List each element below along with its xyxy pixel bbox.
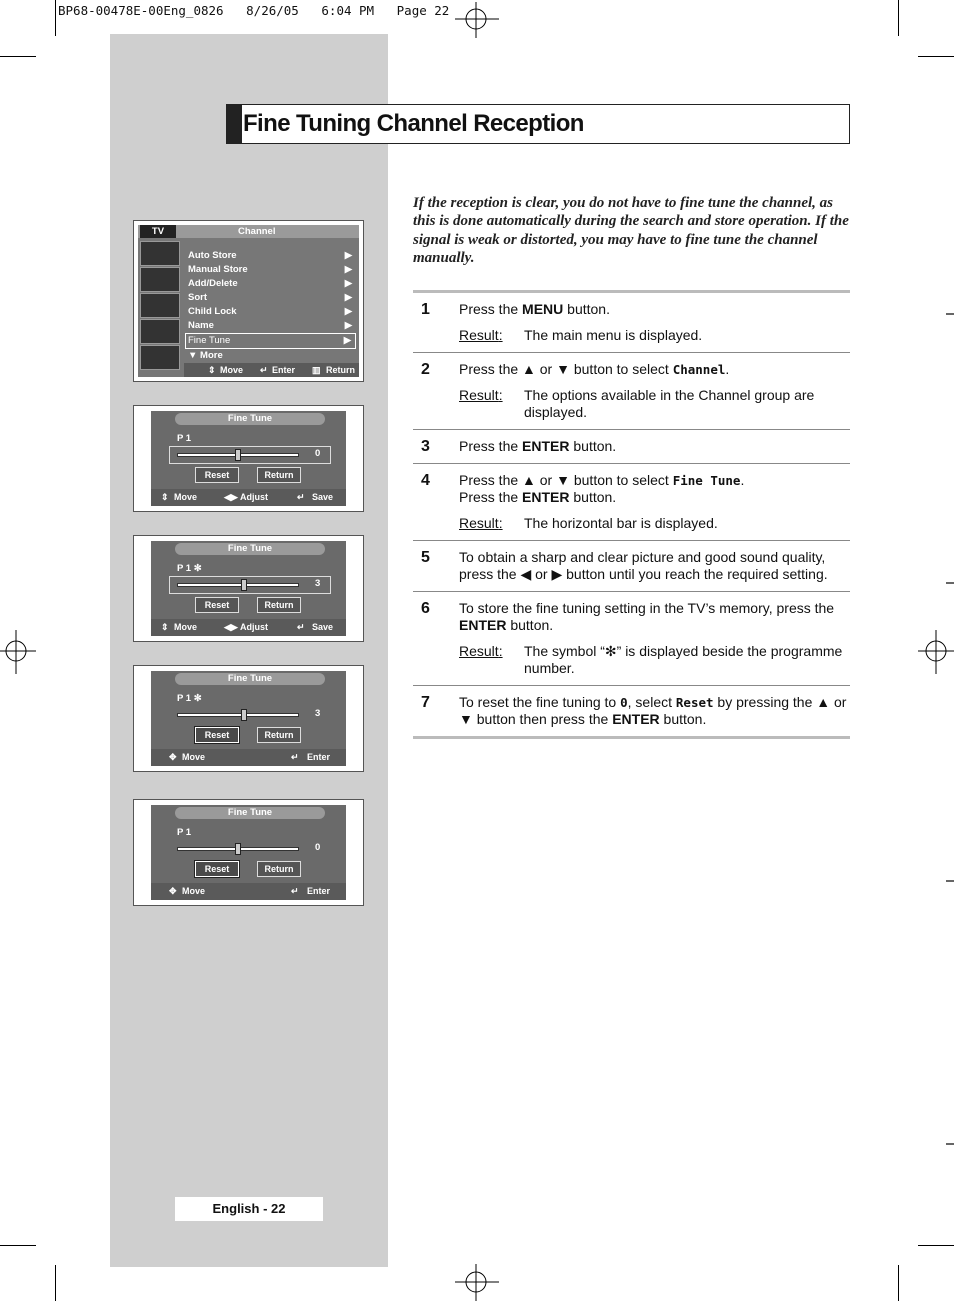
menu-item-more[interactable]: ▼ More	[188, 350, 223, 361]
program-label: P 1 ✻	[177, 563, 202, 574]
fine-tune-title: Fine Tune	[175, 413, 325, 425]
channel-icon	[140, 293, 180, 318]
trim-mark	[918, 56, 954, 57]
save-icon: ↵	[297, 622, 305, 632]
trim-mark	[898, 0, 899, 36]
step-2: 2 Press the ▲ or ▼ button to select Channel. Result: The options available in the Channel group are displayed.	[413, 353, 850, 430]
chevron-down-icon: ▼	[188, 350, 201, 361]
trim-mark	[55, 0, 56, 36]
step-1: 1 Press the MENU button. Result: The main menu is displayed.	[413, 293, 850, 353]
step-4: 4 Press the ▲ or ▼ button to select Fine Tune. Press the ENTER button. Result: The horizontal bar is displayed.	[413, 464, 850, 541]
sound-icon	[140, 267, 180, 292]
page-title: Fine Tuning Channel Reception	[243, 110, 584, 137]
fine-tune-screenshot-1	[133, 405, 364, 512]
return-button[interactable]: Return	[257, 861, 301, 877]
steps-list	[413, 290, 850, 739]
step-7: 7 To reset the fine tuning to 0, select Reset by pressing the ▲ or ▼ button then press the ENTER button.	[421, 694, 847, 727]
menu-icon-column	[140, 241, 180, 371]
menu-footer: ⇕ Move ↵ Enter ▥ Return	[184, 363, 359, 377]
fine-tune-screenshot-3	[133, 665, 364, 772]
edge-mark	[946, 880, 954, 882]
adjust-icon: ◀▶	[224, 622, 238, 632]
menu-item-fine-tune[interactable]: Fine Tune ▶	[185, 333, 356, 349]
move-icon: ⇕	[208, 365, 216, 375]
setup-icon	[140, 319, 180, 344]
channel-menu-screenshot	[133, 220, 364, 382]
fine-tune-slider[interactable]	[177, 713, 299, 717]
move-icon: ⇕	[161, 622, 169, 632]
registration-mark-icon	[918, 630, 954, 674]
step-5: 5 To obtain a sharp and clear picture and good sound quality, press the ◀ or ▶ button until you reach the required setting.	[413, 541, 850, 592]
tv-label: TV	[140, 225, 176, 238]
slider-thumb[interactable]	[241, 579, 247, 591]
fine-tune-value: 0	[315, 448, 321, 459]
adjust-icon: ◀▶	[224, 492, 238, 502]
menu-item-add-delete[interactable]: Add/Delete ▶	[188, 278, 352, 289]
fine-tune-slider[interactable]	[177, 847, 299, 851]
left-gray-column	[110, 34, 388, 1267]
trim-mark	[0, 1245, 36, 1246]
edge-mark	[946, 582, 954, 584]
reset-button[interactable]: Reset	[195, 861, 239, 877]
fine-tune-footer: ✥ Move ↵ Enter	[151, 749, 346, 766]
fine-tune-title: Fine Tune	[175, 543, 325, 555]
move-icon: ⇕	[161, 492, 169, 502]
tv-screen	[138, 225, 359, 377]
reset-button[interactable]: Reset	[195, 597, 239, 613]
tv-screen	[151, 541, 346, 636]
tv-screen	[151, 411, 346, 506]
fine-tune-footer: ⇕ Move ◀▶ Adjust ↵ Save	[151, 619, 346, 636]
menu-item-child-lock[interactable]: Child Lock ▶	[188, 306, 352, 317]
fine-tune-screenshot-4	[133, 799, 364, 906]
trim-mark	[0, 56, 36, 57]
reset-button[interactable]: Reset	[195, 727, 239, 743]
edge-mark	[946, 1143, 954, 1145]
tv-screen	[151, 671, 346, 766]
fine-tune-title: Fine Tune	[175, 673, 325, 685]
result-label: Result:	[459, 327, 503, 343]
registration-mark-icon	[455, 2, 499, 42]
program-label: P 1	[177, 433, 192, 444]
result-label: Result:	[459, 515, 503, 531]
trim-mark	[55, 1265, 56, 1301]
fine-tune-value: 3	[315, 708, 321, 719]
enter-icon: ↵	[291, 752, 299, 762]
tv-screen	[151, 805, 346, 900]
program-label: P 1	[177, 827, 192, 838]
step-6: 6 To store the fine tuning setting in the TV’s memory, press the ENTER button. Result: The symbol “✻” is displayed beside the programme number.	[413, 592, 850, 686]
menu-item-manual-store[interactable]: Manual Store ▶	[188, 264, 352, 275]
intro-text: If the reception is clear, you do not have to fine tune the channel, as this is done automatically during the search and store operation. If the signal is weak or distorted, you may have to fine tune the channel manually.	[413, 195, 849, 266]
program-label: P 1 ✻	[177, 693, 202, 704]
fine-tune-slider[interactable]	[177, 583, 299, 587]
return-button[interactable]: Return	[257, 727, 301, 743]
fine-tune-slider[interactable]	[177, 453, 299, 457]
menu-item-sort[interactable]: Sort ▶	[188, 292, 352, 303]
fine-tune-screenshot-2	[133, 535, 364, 642]
fine-tune-value: 3	[315, 578, 321, 589]
menu-list	[188, 249, 356, 363]
fine-tune-value: 0	[315, 842, 321, 853]
menu-item-name[interactable]: Name ▶	[188, 320, 352, 331]
print-slug: BP68-00478E-00Eng_0826 8/26/05 6:04 PM Page 22	[58, 3, 450, 18]
title-box	[226, 104, 850, 144]
return-icon: ▥	[312, 365, 321, 375]
result-label: Result:	[459, 387, 503, 403]
edge-mark	[946, 313, 954, 315]
slider-thumb[interactable]	[241, 709, 247, 721]
result-label: Result:	[459, 643, 503, 659]
move-icon: ✥	[169, 886, 177, 896]
enter-icon: ↵	[260, 365, 268, 375]
save-icon: ↵	[297, 492, 305, 502]
reset-button[interactable]: Reset	[195, 467, 239, 483]
page-footer: English - 22	[175, 1197, 323, 1221]
registration-mark-icon	[455, 1262, 499, 1301]
menu-title: Channel	[238, 226, 276, 237]
registration-mark-icon	[0, 630, 36, 674]
trim-mark	[898, 1265, 899, 1301]
return-button[interactable]: Return	[257, 467, 301, 483]
fine-tune-footer: ✥ Move ↵ Enter	[151, 883, 346, 900]
trim-mark	[918, 1245, 954, 1246]
slider-thumb[interactable]	[235, 449, 241, 461]
return-button[interactable]: Return	[257, 597, 301, 613]
slider-thumb[interactable]	[235, 843, 241, 855]
menu-header	[138, 225, 359, 238]
input-icon	[140, 345, 180, 370]
move-icon: ✥	[169, 752, 177, 762]
menu-item-auto-store[interactable]: Auto Store ▶	[188, 250, 352, 261]
picture-icon	[140, 241, 180, 266]
fine-tune-title: Fine Tune	[175, 807, 325, 819]
enter-icon: ↵	[291, 886, 299, 896]
step-3: 3 Press the ENTER button.	[413, 430, 850, 464]
fine-tune-footer: ⇕ Move ◀▶ Adjust ↵ Save	[151, 489, 346, 506]
